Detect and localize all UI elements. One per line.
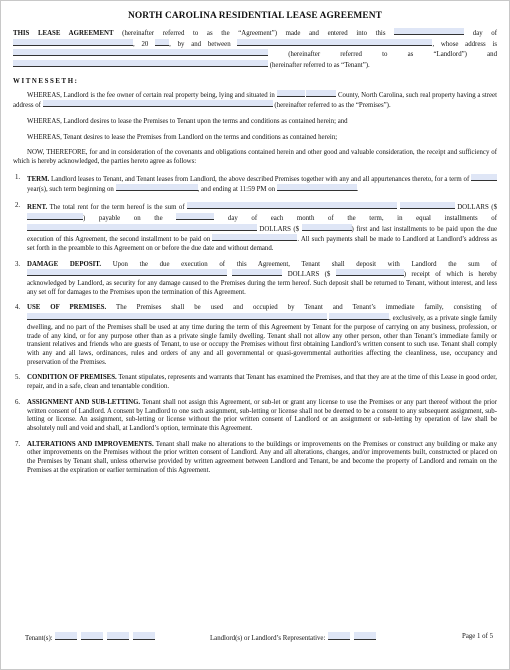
section-term: 1. TERM. Landlord leases to Tenant, and Tenant leases from Landlord, the above described Premises together with any and all appurtenances thereto, for a term of year(s), such term beginning on , and ending at 11:59 PM on .: [13, 174, 497, 195]
premises-address-field[interactable]: [43, 100, 273, 107]
witnesseth-heading: WITNESSETH:: [13, 77, 79, 85]
tenant-initials-box-2[interactable]: [81, 632, 103, 640]
whereas-1: [13, 90, 497, 111]
intro-paragraph: [13, 28, 497, 71]
installment-amount-field[interactable]: [302, 224, 352, 231]
intro-text-5: , whose address is: [432, 40, 498, 48]
term-end-date-field[interactable]: [277, 184, 357, 191]
now-therefore: NOW, THEREFORE, for and in consideration of the covenants and obligations contained herein and other good and valuable consideration, the receipt and sufficiency of which is hereby acknowledged, the parties hereto agree as follows:: [13, 149, 497, 166]
agreement-year-field[interactable]: [155, 39, 169, 46]
landlord-initials-box-1[interactable]: [328, 632, 350, 640]
total-rent-words-field-2[interactable]: [400, 202, 455, 209]
landlord-initials-box-2[interactable]: [354, 632, 376, 640]
deposit-words-field-2[interactable]: [232, 269, 282, 276]
intro-text-2: day of: [472, 30, 497, 37]
intro-text-7: (hereinafter referred to as “Tenant”).: [269, 62, 370, 70]
total-rent-words-field[interactable]: [187, 202, 397, 209]
agreement-month-field[interactable]: [13, 39, 133, 46]
page-number: Page 1 of 5: [462, 633, 493, 640]
intro-text-6: (hereinafter referred to as “Landlord”) and: [288, 51, 497, 59]
whereas-2: WHEREAS, Landlord desires to lease the Premises to Tenant upon the terms and conditions as contained herein; and: [27, 117, 348, 125]
total-rent-amount-field[interactable]: [27, 213, 83, 220]
section-condition-of-premises: 5. CONDITION OF PREMISES. Tenant stipulates, represents and warrants that Tenant has examined the Premises, and that they are at the time of this Lease in good order, repair, and in a safe, clean and tenantable condition.: [15, 374, 497, 391]
county-field[interactable]: [277, 90, 305, 97]
tenant-initials-label: Tenant(s):: [25, 635, 53, 642]
whereas-3: WHEREAS, Tenant desires to lease the Premises from Landlord on the terms and conditions as contained herein;: [27, 133, 338, 141]
intro-text-1: (hereinafter referred to as the “Agreement”) made and entered into this: [122, 30, 386, 37]
section-use-label: USE OF PREMISES.: [27, 304, 107, 312]
rent-due-day-field[interactable]: [176, 213, 214, 220]
intro-label: THIS LEASE AGREEMENT: [13, 30, 114, 37]
term-start-date-field[interactable]: [116, 184, 198, 191]
whereas-1-text-a: WHEREAS, Landlord is the fee owner of certain real property being, lying and situated in: [27, 91, 275, 99]
intro-text-3: , 20: [133, 40, 149, 48]
section-condition-label: CONDITION OF PREMISES.: [27, 374, 117, 382]
section-alterations: 7. ALTERATIONS AND IMPROVEMENTS. Tenant shall make no alterations to the buildings or improvements on the Premises or construct any building or make any other improvements on the Premises without the prior written consent of Landlord. Any and all alterations, changes, and/or improvements built, constructed or placed on the Premises by Tenant shall, unless otherwise provided by written agreement between Landlord and Tenant, be and become the property of Landlord and remain on the Premises at the expiration or earlier termination of this Agreement.: [15, 440, 497, 474]
page-footer: [25, 632, 493, 643]
section-use-of-premises: 4. USE OF PREMISES. The Premises shall be used and occupied by Tenant and Tenant’s immediate family, consisting of , exclusively, as a private single family dwelling, and no part of the Premises shall be used at any time during the term of this Agreement by Tenant for the purpose of carrying on any business, profession, or trade of any kind, or for any purpose other than as a private single family dwelling. Tenant shall not allow any other person, other than Tenant’s immediate family or transient relatives and friends who are guests of Tenant, to use or occupy the Premises without first obtaining Landlord’s written consent to such use. Tenant shall comply with any and all laws, ordinances, rules and orders of any and all governmental or quasi-governmental authorities affecting the cleanliness, use, occupancy and preservation of the Premises.: [15, 304, 497, 366]
whereas-1-text-b: County, North Carolina, such real property having a street address of: [13, 91, 497, 110]
section-rent: 2. RENT. The total rent for the term hereof is the sum of DOLLARS ($ ) payable on the day of each month of the term, in equal installments of DOLLARS ($ ) first and last installments to be paid upon the due execution of this Agreement, the second installment to be paid on . All such payments shall be made to Landlord at Landlord’s address as set forth in the preamble to this Agreement on or before the due date and without demand.: [15, 202, 498, 252]
deposit-words-field[interactable]: [27, 269, 227, 276]
tenant-initials-box-4[interactable]: [133, 632, 155, 640]
section-deposit-label: DAMAGE DEPOSIT.: [27, 260, 102, 268]
tenant-initials-box-1[interactable]: [55, 632, 77, 640]
occupants-field-2[interactable]: [329, 313, 389, 320]
tenant-initials-box-3[interactable]: [107, 632, 129, 640]
landlord-address-field[interactable]: [13, 49, 268, 56]
agreement-date-field[interactable]: [394, 28, 464, 35]
section-damage-deposit: 3. DAMAGE DEPOSIT. Upon the due execution of this Agreement, Tenant shall deposit with Landlord the sum of DOLLARS ($ ) receipt of which is hereby acknowledged by Landlord, as security for any damage caused to the Premises during the term hereof. Such deposit shall be returned to Tenant, without interest, and less any set off for damages to the Premises upon the termination of this Agreement.: [15, 260, 497, 296]
section-assignment: 6. ASSIGNMENT AND SUB-LETTING. Tenant shall not assign this Agreement, or sub-let or grant any license to use the Premises or any part thereof without the prior written consent of Landlord. A consent by Landlord to one such assignment, sub-letting or license shall not be deemed to be a consent to any subsequent assignment, sub-letting or license. An assignment, sub-letting or license without the prior written consent of Landlord or an assignment or sub-letting by operation of law shall be absolutely null and void and shall, at Landlord’s option, terminate this Agreement.: [15, 398, 498, 432]
section-alterations-label: ALTERATIONS AND IMPROVEMENTS.: [27, 440, 154, 448]
term-years-field[interactable]: [471, 174, 497, 181]
section-number: 1.: [15, 173, 21, 181]
document-title: NORTH CAROLINA RESIDENTIAL LEASE AGREEMENT: [128, 11, 382, 21]
occupants-field[interactable]: [27, 313, 327, 320]
installment-words-field[interactable]: [27, 224, 257, 231]
deposit-amount-field[interactable]: [336, 269, 404, 276]
tenant-name-field[interactable]: [13, 60, 268, 67]
section-rent-label: RENT.: [27, 204, 48, 212]
intro-text-4: , by and between: [169, 40, 231, 48]
whereas-1-text-c: (hereinafter referred to as the “Premises”).: [274, 102, 391, 110]
landlord-initials-label: Landlord(s) or Landlord’s Representative:: [210, 635, 326, 642]
landlord-name-field[interactable]: [237, 39, 432, 46]
county-field-2[interactable]: [306, 90, 336, 97]
section-assignment-label: ASSIGNMENT AND SUB-LETTING.: [27, 398, 141, 406]
second-installment-date-field[interactable]: [212, 234, 297, 241]
section-term-label: TERM.: [27, 175, 50, 183]
